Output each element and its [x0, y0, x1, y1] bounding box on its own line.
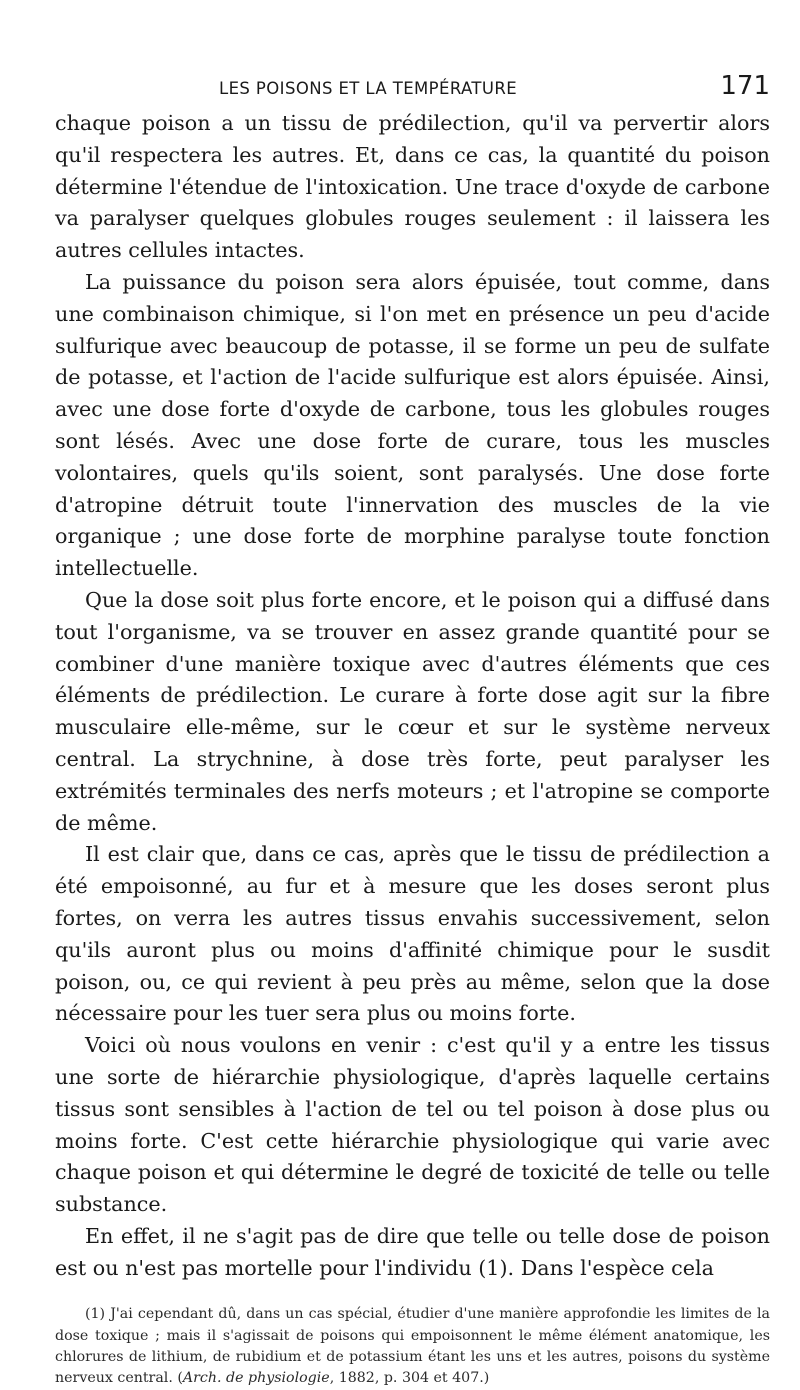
paragraph: En effet, il ne s'agit pas de dire que telle ou telle dose de poison est ou n'est pas mortelle pour l'individu (1). Dans l'espèce cela [55, 1223, 770, 1280]
footnote-citation: , 1882, p. 304 et 407.) [329, 1370, 490, 1387]
book-page [55, 0, 770, 1390]
paragraph: Il est clair que, dans ce cas, après que le tissu de prédilection a été empoisonné, au fur et à mesure que les doses seront plus fortes, on verra les autres tissus envahis successivement, selon qu'ils auront plus ou moins d'affinité chimique pour le susdit poison, ou, ce qui revient à peu près au même, selon que la dose nécessaire pour les tuer sera plus ou moins forte. [55, 842, 770, 1026]
paragraph: Que la dose soit plus forte encore, et le poison qui a diffusé dans tout l'organisme, va se trouver en assez grande quantité pour se combiner d'une manière toxique avec d'autres éléments que ces éléments de prédilection. Le curare à forte dose agit sur la fibre musculaire elle-même, sur le cœur et sur le système nerveux central. La strychnine, à dose très forte, peut paralyser les extrémités terminales des nerfs moteurs ; et l'atropine se comporte de même. [55, 587, 770, 835]
paragraph: La puissance du poison sera alors épuisée, tout comme, dans une combinaison chimique, si l'on met en présence un peu d'acide sulfurique avec beaucoup de potasse, il se forme un peu de sulfate de potasse, et l'action de l'acide sulfurique est alors épuisée. Ainsi, avec une dose forte d'oxyde de carbone, tous les globules rouges sont lésés. Avec une dose forte de curare, tous les muscles volontaires, quels qu'ils soient, sont paralysés. Une dose forte d'atropine détruit toute l'innervation des muscles de la vie organique ; une dose forte de morphine paralyse toute fonction intellectuelle. [55, 269, 770, 581]
paragraph: chaque poison a un tissu de prédilection, qu'il va pervertir alors qu'il respectera les autres. Et, dans ce cas, la quantité du poison détermine l'étendue de l'intoxication. Une trace d'oxyde de carbone va paralyser quelques globules rouges seulement : il laissera les autres cellules intactes. [55, 111, 770, 263]
footnote: (1) J'ai cependant dû, dans un cas spécial, étudier d'une manière approfondie les limites de la dose toxique ; mais il s'agissait de poisons qui empoisonnent le même élément anatomique, les chlorures de lithium, de rubidium et de potassium étant les uns et les autres, poisons du système nerveux central. (Arch. de physiologie, 1882, p. 304 et 407.) [55, 1306, 770, 1387]
page-header [55, 0, 770, 108]
page-number: 171 [720, 71, 770, 101]
body-text [55, 108, 770, 1284]
footnote-journal: Arch. de physiologie [182, 1370, 330, 1387]
footnote-text: (1) J'ai cependant dû, dans un cas spécial, étudier d'une manière approfondie les limites de la dose toxique ; mais il s'agissait de poisons qui empoisonnent le même élément anatomique, les chlorures de lithium, de rubidium et de potassium étant les uns et les autres, poisons du système nerveux central. [55, 1306, 770, 1387]
paragraph: Voici où nous voulons en venir : c'est qu'il y a entre les tissus une sorte de hiérarchie physiologique, d'après laquelle certains tissus sont sensibles à l'action de tel ou tel poison à dose plus ou moins forte. C'est cette hiérarchie physiologique qui varie avec chaque poison et qui détermine le degré de toxicité de telle ou telle substance. [55, 1033, 770, 1217]
running-title: LES POISONS ET LA TEMPÉRATURE [219, 79, 518, 98]
